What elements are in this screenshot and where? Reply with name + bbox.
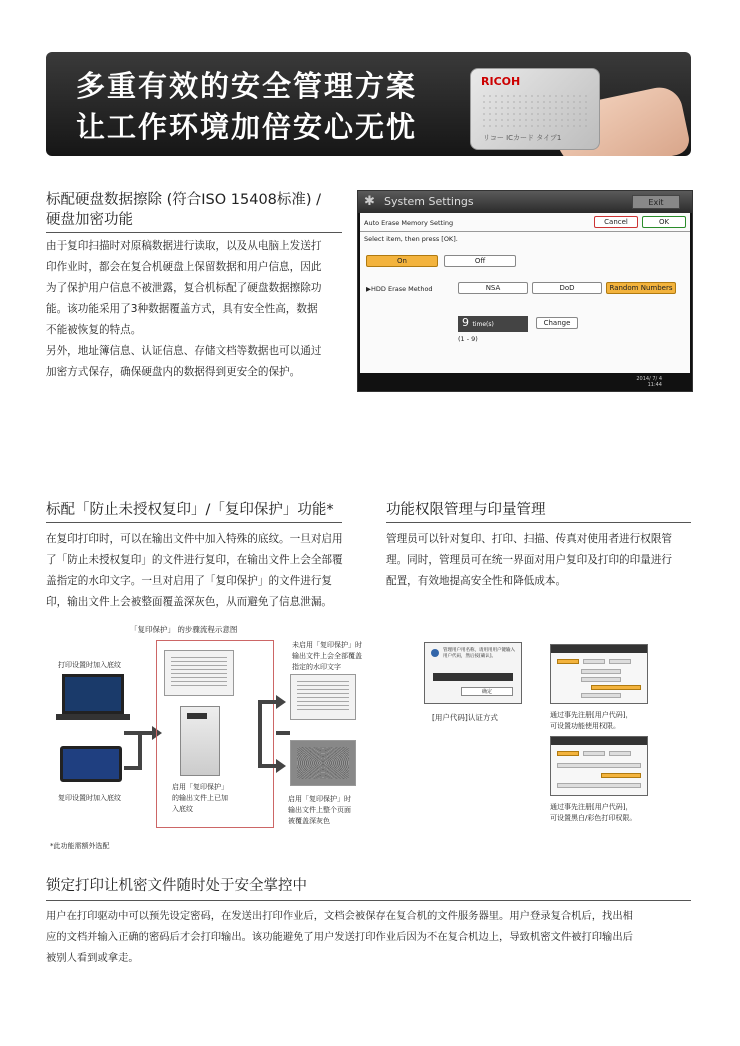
range-text: (1 - 9) bbox=[458, 335, 478, 343]
section1-paragraph2: 另外，地址簿信息、认证信息、存储文档等数据也可以通过 加密方式保存，确保硬盘内的数据得到更安全的保护。 bbox=[46, 345, 322, 378]
document-gray-output bbox=[290, 740, 356, 786]
document-watermark-output bbox=[290, 674, 356, 720]
banner-title-line2: 让工作环境加倍安心无忧 bbox=[76, 110, 418, 144]
dialog-ok-button[interactable]: 确定 bbox=[461, 687, 513, 696]
caption-user-code: [用户代码]认证方式 bbox=[432, 713, 498, 722]
cancel-button[interactable]: Cancel bbox=[594, 216, 638, 228]
permission-screen-1 bbox=[550, 644, 648, 704]
screen-title: System Settings bbox=[384, 195, 474, 208]
section3-heading: 功能权限管理与印量管理 bbox=[386, 502, 546, 518]
system-settings-screen bbox=[357, 190, 693, 392]
permission-screen-2 bbox=[550, 736, 648, 796]
optional-note: *此功能需额外选配 bbox=[50, 842, 110, 850]
label-enabled: 启用「复印保护」 的输出文件上已加 入底纹 bbox=[172, 783, 228, 813]
section3-rule bbox=[386, 522, 691, 523]
instruction-text: Select item, then press [OK]. bbox=[364, 235, 458, 243]
status-datetime: 2014/ 7/ 4 11:44 bbox=[636, 376, 662, 388]
label-copy-setting: 复印设置时加入底纹 bbox=[58, 794, 121, 802]
method-random-button[interactable]: Random Numbers bbox=[606, 282, 676, 294]
info-icon bbox=[431, 649, 439, 657]
section3-paragraph: 管理员可以针对复印、打印、扫描、传真对使用者进行权限管 理。同时，管理员可在统一界面对用户复印及打印的印量进行 配置，有效地提高安全性和降低成本。 bbox=[386, 533, 673, 587]
times-field[interactable]: 9 time(s) bbox=[458, 316, 528, 332]
label-print-setting: 打印设置时加入底纹 bbox=[58, 661, 121, 669]
user-code-dialog: 管理用户用名称，请用用用户键输入用户代码，然后按[确认]。 确定 bbox=[424, 642, 522, 704]
section1-paragraph1: 由于复印扫描时对原稿数据进行读取，以及从电脑上发送打 印作业时，都会在复合机硬盘上保留数据和用户信息，因此 为了保护用户信息不被泄露，复合机标配了硬盘数据擦除功 能。该功能采用了3种数据覆盖方式，具有安全性高，数据 不能被恢复的特点。 bbox=[46, 240, 322, 336]
printer-image bbox=[180, 706, 220, 776]
user-code-input[interactable] bbox=[433, 673, 513, 681]
tablet-image bbox=[60, 746, 122, 782]
label-enabled-output: 启用「复印保护」时 输出文件上整个页面 被覆盖深灰色 bbox=[288, 795, 351, 825]
arrow-icon bbox=[276, 759, 286, 773]
document-with-pattern bbox=[164, 650, 234, 696]
off-button[interactable]: Off bbox=[444, 255, 516, 267]
screen-title-bar bbox=[358, 191, 692, 213]
label-not-enabled: 未启用「复印保护」时 输出文件上会全部覆盖 指定的水印文字 bbox=[292, 641, 362, 671]
section1-heading-line2: 硬盘加密功能 bbox=[46, 212, 133, 228]
section2-heading: 标配「防止未授权复印」/「复印保护」功能* bbox=[46, 502, 334, 518]
arrow-icon bbox=[276, 695, 286, 709]
section1-rule bbox=[46, 232, 342, 233]
section4-paragraph: 用户在打印驱动中可以预先设定密码，在发送出打印作业后，文档会被保存在复合机的文件服务器里。用户登录复合机后，找出相 应的文档并输入正确的密码后才会打印输出。该功能避免了用户发送打印作业后因为不在复合机边上，导致机密文件被打印输出后 被别人看到或拿走。 bbox=[46, 910, 633, 964]
card-brand: RICOH bbox=[481, 75, 521, 88]
id-card-image bbox=[470, 68, 600, 150]
setting-name: Auto Erase Memory Setting bbox=[364, 219, 454, 227]
banner-title-line1: 多重有效的安全管理方案 bbox=[76, 69, 418, 103]
method-dod-button[interactable]: DoD bbox=[532, 282, 602, 294]
ok-button[interactable]: OK bbox=[642, 216, 686, 228]
hdd-erase-method-label: ▶HDD Erase Method bbox=[366, 285, 433, 293]
section4-heading: 锁定打印让机密文件随时处于安全掌控中 bbox=[46, 878, 307, 894]
section1-heading-line1: 标配硬盘数据擦除 (符合ISO 15408标准) / bbox=[46, 192, 322, 208]
on-button[interactable]: On bbox=[366, 255, 438, 267]
gear-icon: ✱ bbox=[364, 194, 375, 209]
diagram-title: 「复印保护」 的步骤流程示意图 bbox=[130, 625, 238, 634]
banner bbox=[46, 52, 691, 156]
section2-paragraph: 在复印打印时，可以在输出文件中加入特殊的底纹。一旦对启用 了「防止未授权复印」的文件进行复印，在输出文件上会全部覆 盖指定的水印文字。一旦对启用了「复印保护」的文件进行复 印，输出文件上会被整面覆盖深灰色，从而避免了信息泄漏。 bbox=[46, 533, 343, 608]
change-button[interactable]: Change bbox=[536, 317, 578, 329]
settings-panel bbox=[360, 213, 690, 373]
exit-button[interactable]: Exit bbox=[632, 195, 680, 209]
section4-rule bbox=[46, 900, 691, 901]
caption-print-permission: 通过事先注册[用户代码]， 可设置黑白/彩色打印权限。 bbox=[550, 803, 637, 822]
method-nsa-button[interactable]: NSA bbox=[458, 282, 528, 294]
section2-rule bbox=[46, 522, 342, 523]
laptop-image bbox=[62, 674, 124, 714]
caption-function-permission: 通过事先注册[用户代码]， 可设置功能使用权限。 bbox=[550, 711, 633, 730]
card-caption: リコー ICカード タイプ1 bbox=[483, 134, 562, 142]
